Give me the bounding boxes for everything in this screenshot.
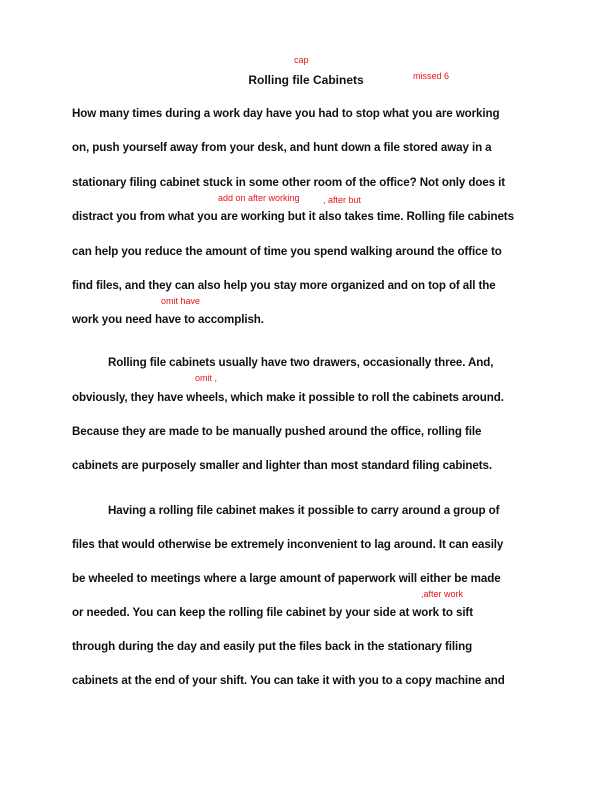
paragraph-3-line: be wheeled to meetings where a large amount of paperwork will either be made	[72, 572, 501, 585]
paragraph-2-line: Because they are made to be manually pushed around the office, rolling file	[72, 425, 482, 438]
paragraph-2-line: obviously, they have wheels, which make it possible to roll the cabinets around.	[72, 391, 504, 404]
annotation-add-on: add on after working	[218, 193, 300, 203]
paragraph-1-line: distract you from what you are working but it also takes time. Rolling file cabinets	[72, 210, 514, 223]
annotation-omit-have: omit have	[161, 296, 201, 306]
annotation-after-but: , after but	[323, 195, 362, 205]
annotation-cap: cap	[294, 55, 309, 65]
paragraph-1-line: can help you reduce the amount of time you spend walking around the office to	[72, 245, 502, 258]
document-title: Rolling file Cabinets	[248, 73, 364, 87]
paragraph-1-line: stationary filing cabinet stuck in some other room of the office? Not only does it	[72, 176, 506, 189]
paragraph-1-line: work you need have to accomplish.	[72, 313, 264, 326]
paragraph-1-line: on, push yourself away from your desk, and hunt down a file stored away in a	[72, 141, 492, 154]
paragraph-3-line: through during the day and easily put the files back in the stationary filing	[72, 640, 473, 653]
annotation-missed: missed 6	[413, 71, 450, 81]
paragraph-3-line: Having a rolling file cabinet makes it possible to carry around a group of	[108, 504, 500, 517]
annotation-after-work: ,after work	[421, 589, 464, 599]
paragraph-2-line: Rolling file cabinets usually have two drawers, occasionally three. And,	[108, 356, 494, 369]
paragraph-1-line: How many times during a work day have you had to stop what you are working	[72, 107, 500, 120]
paragraph-3-line: files that would otherwise be extremely inconvenient to lag around. It can easily	[72, 538, 504, 551]
paragraph-3-line: cabinets at the end of your shift. You can take it with you to a copy machine and	[72, 674, 505, 687]
paragraph-2-line: cabinets are purposely smaller and lighter than most standard filing cabinets.	[72, 459, 492, 472]
annotation-omit-comma: omit ,	[195, 373, 218, 383]
paragraph-1-line: find files, and they can also help you stay more organized and on top of all the	[72, 279, 496, 292]
paragraph-3-line: or needed. You can keep the rolling file cabinet by your side at work to sift	[72, 606, 473, 619]
